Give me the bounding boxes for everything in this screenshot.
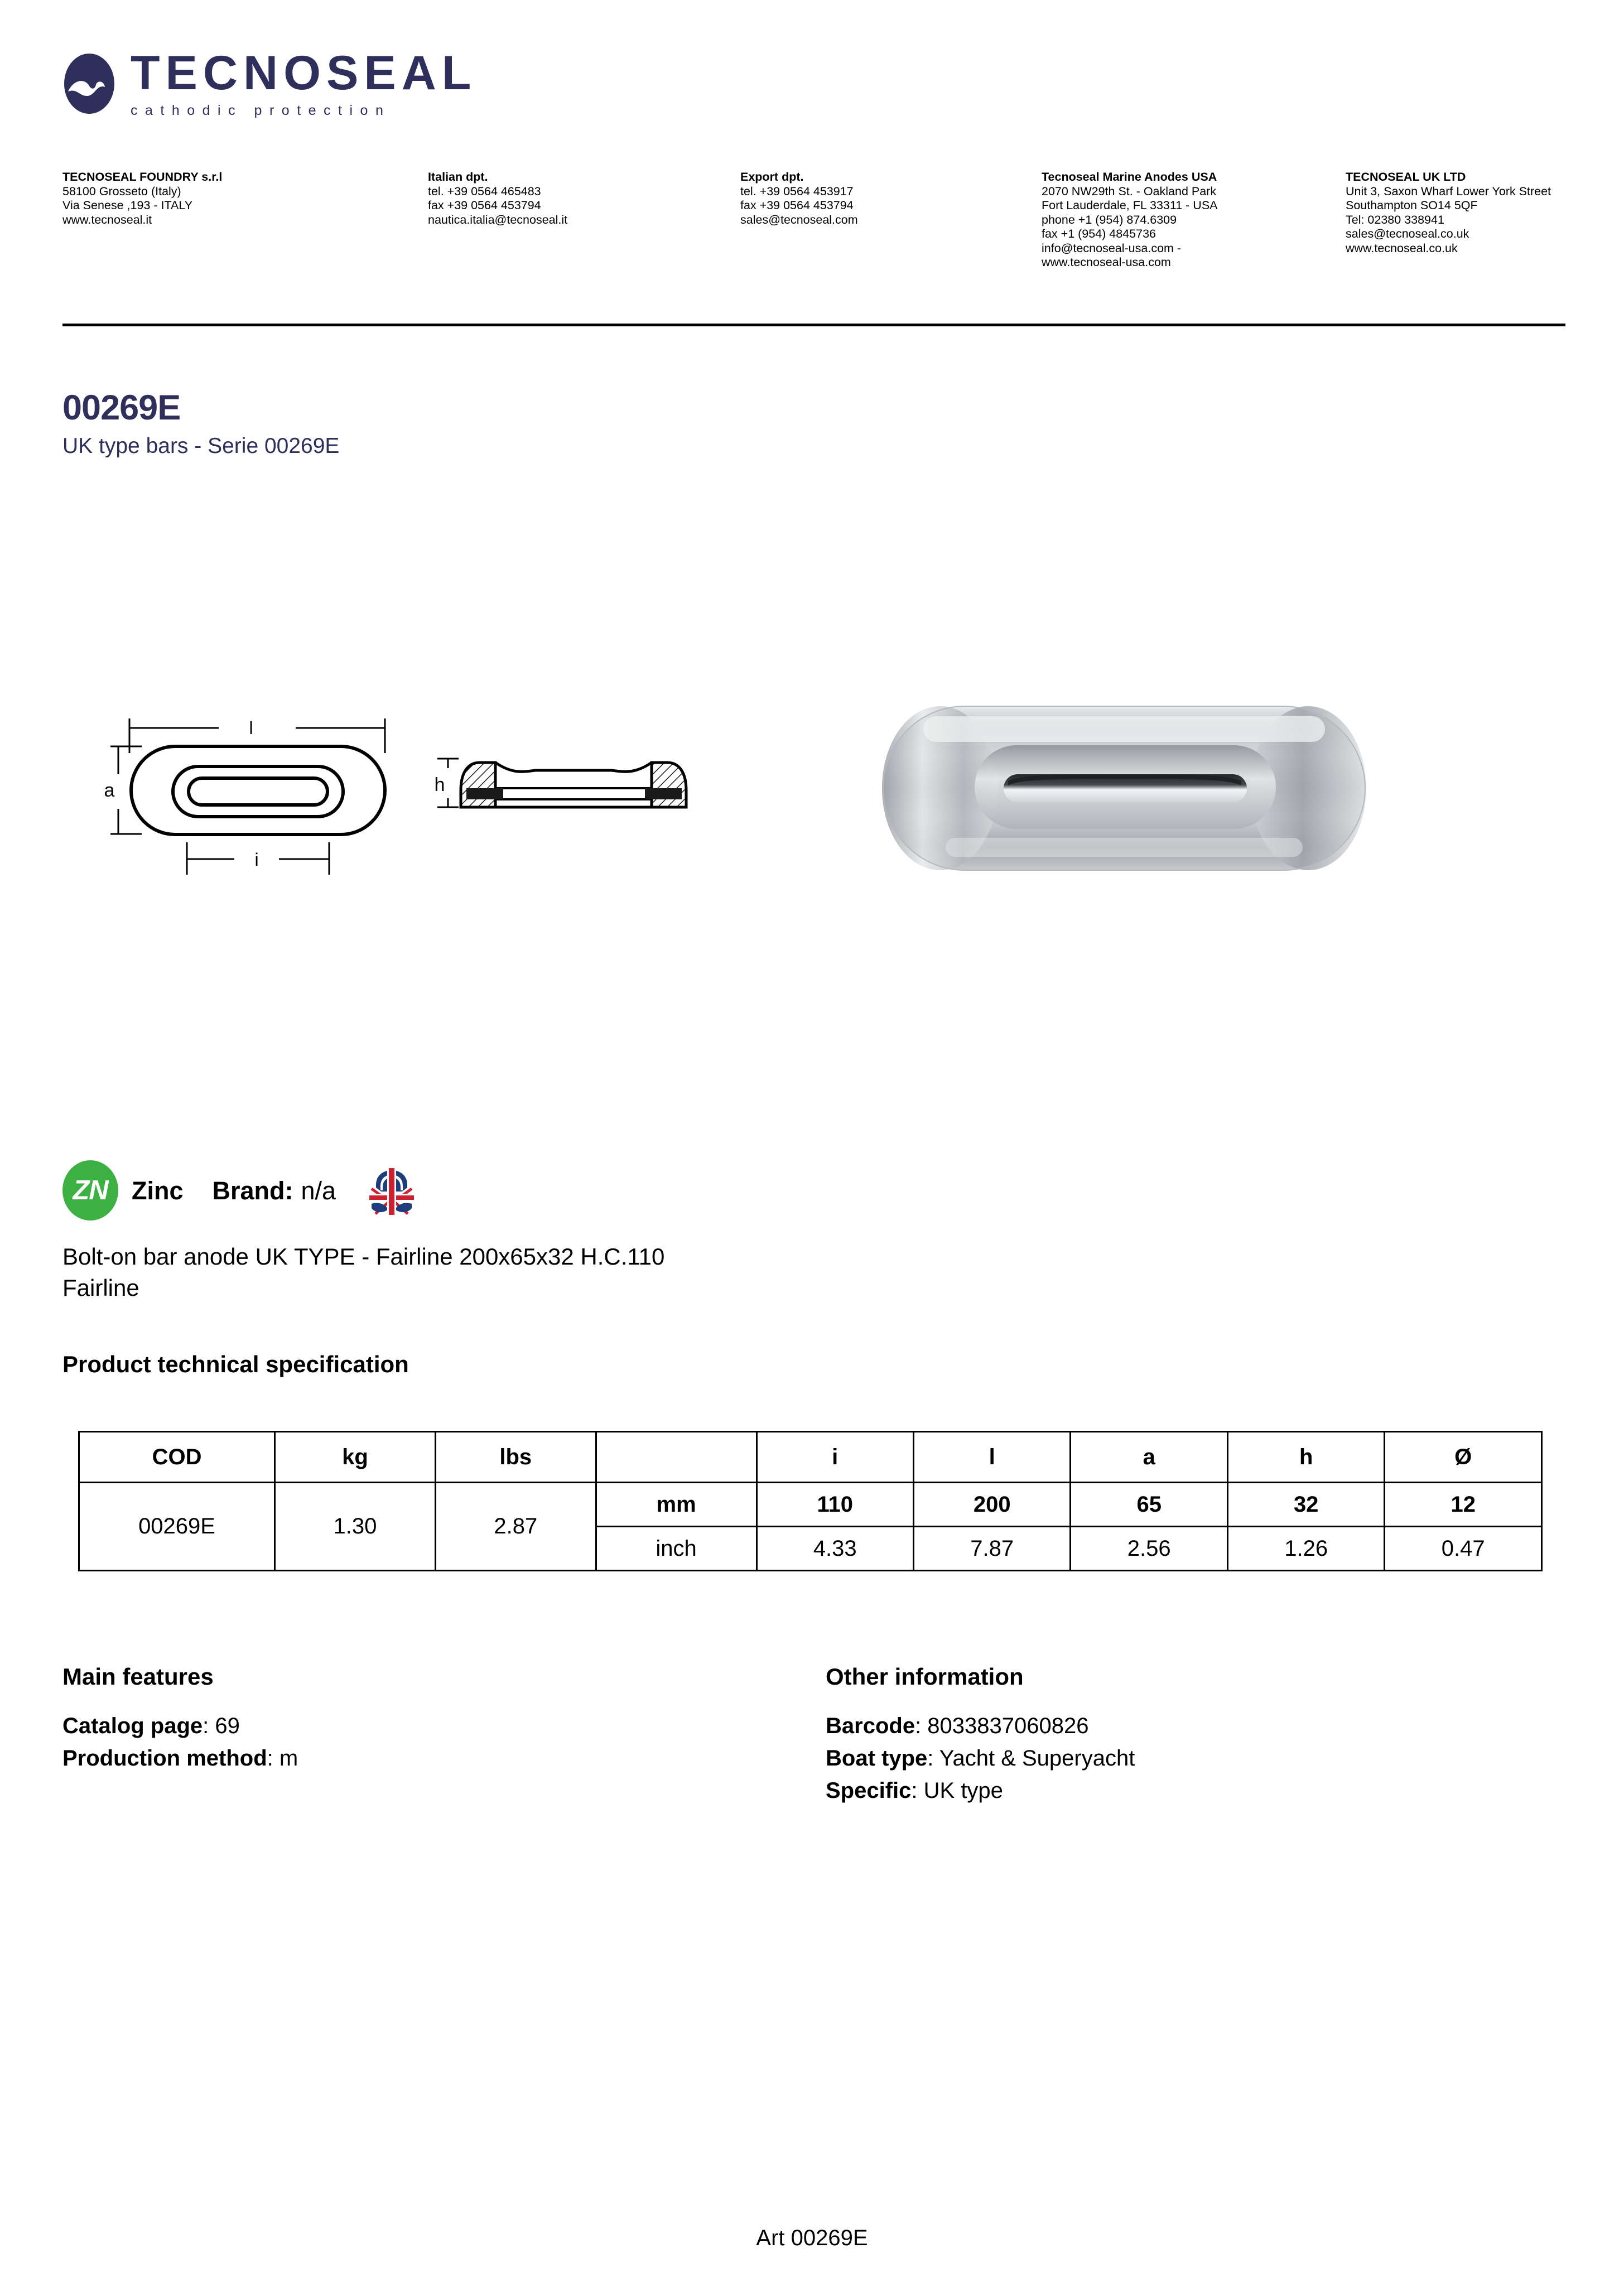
cell-kg: 1.30 bbox=[275, 1483, 436, 1571]
specific-row bbox=[826, 1774, 1551, 1807]
th-a: a bbox=[1071, 1432, 1227, 1483]
cell-unit-mm: mm bbox=[596, 1483, 756, 1527]
cell-inch-a: 2.56 bbox=[1071, 1527, 1227, 1571]
catalog-page-value: 69 bbox=[215, 1714, 240, 1738]
production-method-row bbox=[62, 1742, 788, 1774]
product-drawings bbox=[0, 675, 1624, 909]
production-method-label: Production method bbox=[62, 1746, 267, 1771]
cell-mm-a: 65 bbox=[1071, 1483, 1227, 1527]
page-title: 00269E bbox=[62, 388, 181, 427]
cell-mm-i: 110 bbox=[756, 1483, 913, 1527]
contact-line: info@tecnoseal-usa.com - bbox=[1042, 241, 1182, 255]
page-footer: Art 00269E bbox=[756, 2226, 868, 2250]
material-name: Zinc bbox=[132, 1176, 184, 1205]
specific-label: Specific bbox=[826, 1778, 912, 1803]
colon: : bbox=[927, 1746, 939, 1771]
tecnoseal-wave-logo-icon bbox=[62, 52, 116, 115]
table-row-mm bbox=[79, 1483, 1542, 1527]
header-divider bbox=[62, 324, 1565, 326]
contact-line: www.tecnoseal-usa.com bbox=[1042, 255, 1171, 269]
contact-title: TECNOSEAL FOUNDRY s.r.l bbox=[62, 170, 223, 184]
th-l: l bbox=[913, 1432, 1070, 1483]
contact-column-export-dpt bbox=[740, 170, 1019, 227]
colon: : bbox=[267, 1746, 279, 1771]
th-unit bbox=[596, 1432, 756, 1483]
contact-title: TECNOSEAL UK LTD bbox=[1346, 170, 1466, 184]
spec-table bbox=[78, 1431, 1543, 1571]
main-features-heading: Main features bbox=[62, 1663, 214, 1690]
contact-line: Via Senese ,193 - ITALY bbox=[62, 199, 193, 212]
cell-inch-i: 4.33 bbox=[756, 1527, 913, 1571]
contact-line: Tel: 02380 338941 bbox=[1346, 213, 1444, 226]
colon: : bbox=[911, 1778, 924, 1803]
description-line-2: Fairline bbox=[62, 1275, 139, 1301]
barcode-label: Barcode bbox=[826, 1714, 915, 1738]
catalog-page-row bbox=[62, 1710, 788, 1742]
contact-column-usa bbox=[1042, 170, 1343, 270]
barcode-row bbox=[826, 1710, 1551, 1742]
cell-mm-diameter: 12 bbox=[1385, 1483, 1542, 1527]
contact-title: Export dpt. bbox=[740, 170, 804, 184]
cell-mm-h: 32 bbox=[1227, 1483, 1384, 1527]
contact-column-uk bbox=[1346, 170, 1624, 255]
page-subtitle: UK type bars - Serie 00269E bbox=[62, 434, 340, 458]
other-information-heading: Other information bbox=[826, 1663, 1024, 1690]
boat-type-row bbox=[826, 1742, 1551, 1774]
th-h: h bbox=[1227, 1432, 1384, 1483]
svg-text:h: h bbox=[434, 774, 445, 795]
svg-text:i: i bbox=[254, 850, 259, 870]
contact-line: phone +1 (954) 874.6309 bbox=[1042, 213, 1177, 226]
boat-type-value: Yacht & Superyacht bbox=[939, 1746, 1135, 1771]
spec-heading: Product technical specification bbox=[62, 1351, 409, 1377]
cell-unit-inch: inch bbox=[596, 1527, 756, 1571]
zinc-badge-icon: ZN bbox=[62, 1160, 118, 1221]
side-section-drawing bbox=[424, 728, 714, 828]
contact-line: nautica.italia@tecnoseal.it bbox=[428, 213, 568, 226]
contact-line: fax +1 (954) 4845736 bbox=[1042, 227, 1156, 240]
contact-line: sales@tecnoseal.com bbox=[740, 213, 858, 226]
brand-value: n/a bbox=[301, 1176, 336, 1205]
svg-text:a: a bbox=[104, 780, 115, 801]
th-kg: kg bbox=[275, 1432, 436, 1483]
contact-title: Italian dpt. bbox=[428, 170, 488, 184]
contact-line: fax +39 0564 453794 bbox=[428, 199, 541, 212]
contact-column-italian-dpt bbox=[428, 170, 707, 227]
main-features-section bbox=[62, 1665, 788, 1774]
brand-label: Brand: bbox=[212, 1176, 293, 1205]
product-description bbox=[62, 1241, 664, 1304]
material-row bbox=[62, 1157, 421, 1223]
cell-cod: 00269E bbox=[79, 1483, 275, 1571]
logo-tagline: cathodic protection bbox=[131, 103, 391, 118]
contact-line: Unit 3, Saxon Wharf Lower York Street bbox=[1346, 184, 1551, 198]
th-diameter: Ø bbox=[1385, 1432, 1542, 1483]
th-lbs: lbs bbox=[435, 1432, 596, 1483]
top-view-drawing bbox=[67, 675, 413, 876]
th-cod: COD bbox=[79, 1432, 275, 1483]
svg-text:l: l bbox=[249, 718, 253, 738]
company-logo bbox=[62, 46, 477, 118]
table-header-row bbox=[79, 1432, 1542, 1483]
production-method-value: m bbox=[279, 1746, 298, 1771]
contact-line: Fort Lauderdale, FL 33311 - USA bbox=[1042, 199, 1218, 212]
barcode-value: 8033837060826 bbox=[927, 1714, 1089, 1738]
cell-inch-l: 7.87 bbox=[913, 1527, 1070, 1571]
contact-line: tel. +39 0564 453917 bbox=[740, 184, 854, 198]
brand-label-text: Brand bbox=[212, 1176, 285, 1205]
colon: : bbox=[203, 1714, 215, 1738]
contact-line: Southampton SO14 5QF bbox=[1346, 199, 1478, 212]
contact-line: www.tecnoseal.co.uk bbox=[1346, 241, 1458, 255]
specific-value: UK type bbox=[923, 1778, 1003, 1803]
contact-line: sales@tecnoseal.co.uk bbox=[1346, 227, 1469, 240]
contact-line: 58100 Grosseto (Italy) bbox=[62, 184, 181, 198]
boat-type-label: Boat type bbox=[826, 1746, 928, 1771]
logo-wordmark: TECNOSEAL bbox=[131, 46, 477, 100]
cell-mm-l: 200 bbox=[913, 1483, 1070, 1527]
contact-line: 2070 NW29th St. - Oakland Park bbox=[1042, 184, 1217, 198]
colon: : bbox=[915, 1714, 928, 1738]
th-i: i bbox=[756, 1432, 913, 1483]
contact-line: fax +39 0564 453794 bbox=[740, 199, 854, 212]
cell-inch-diameter: 0.47 bbox=[1385, 1527, 1542, 1571]
cell-inch-h: 1.26 bbox=[1227, 1527, 1384, 1571]
contact-column-foundry bbox=[62, 170, 353, 227]
cell-lbs: 2.87 bbox=[435, 1483, 596, 1571]
catalog-page-label: Catalog page bbox=[62, 1714, 203, 1738]
description-line-1: Bolt-on bar anode UK TYPE - Fairline 200x65x32 H.C.110 bbox=[62, 1243, 665, 1270]
product-photo bbox=[879, 692, 1370, 884]
contact-line: tel. +39 0564 465483 bbox=[428, 184, 541, 198]
uk-flag-icon bbox=[364, 1162, 421, 1219]
contact-title: Tecnoseal Marine Anodes USA bbox=[1042, 170, 1217, 184]
other-information-section bbox=[826, 1665, 1551, 1807]
contact-line: www.tecnoseal.it bbox=[62, 213, 152, 226]
